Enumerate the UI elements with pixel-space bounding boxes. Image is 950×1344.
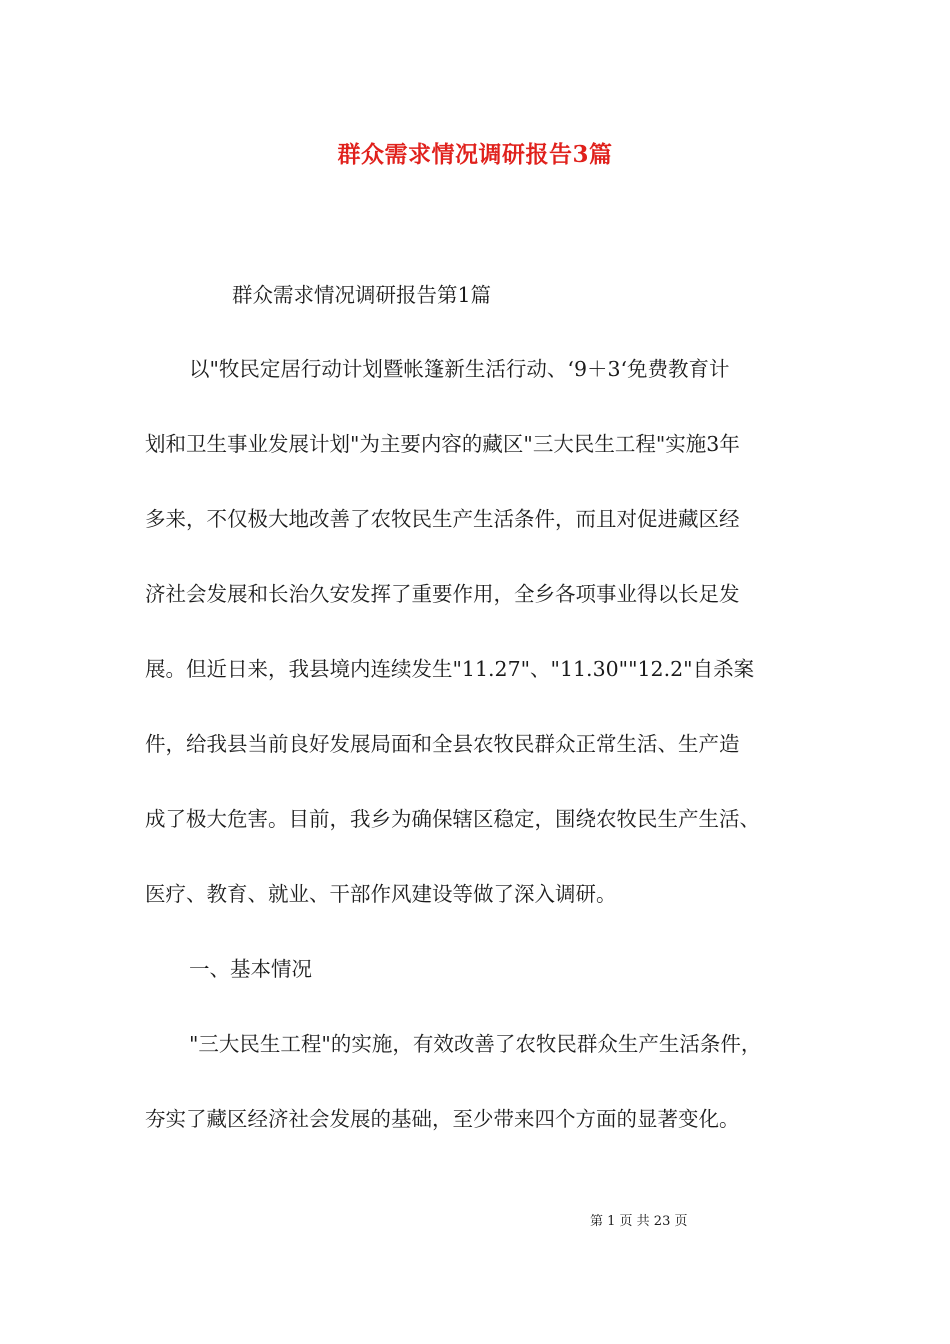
paragraph-1-line-5: 展。但近日来，我县境内连续发生"11.27"、"11.30""12.2"自杀案 (145, 657, 755, 681)
paragraph-1-line-1: 以"牧民定居行动计划暨帐篷新生活行动、‘9＋3‘免费教育计 (189, 357, 730, 381)
document-subtitle: 群众需求情况调研报告第1篇 (232, 283, 492, 307)
paragraph-1-line-3: 多来，不仅极大地改善了农牧民生产生活条件，而且对促进藏区经 (145, 507, 740, 531)
paragraph-1-line-8: 医疗、教育、就业、干部作风建设等做了深入调研。 (145, 882, 617, 906)
document-title: 群众需求情况调研报告3篇 (337, 141, 613, 168)
paragraph-1-line-2: 划和卫生事业发展计划"为主要内容的藏区"三大民生工程"实施3年 (145, 432, 740, 456)
paragraph-2-line-2: 夯实了藏区经济社会发展的基础，至少带来四个方面的显著变化。 (145, 1107, 740, 1131)
paragraph-1-line-6: 件，给我县当前良好发展局面和全县农牧民群众正常生活、生产造 (145, 732, 740, 756)
page-number: 第 1 页 共 23 页 (590, 1214, 688, 1229)
paragraph-1-line-7: 成了极大危害。目前，我乡为确保辖区稳定，围绕农牧民生产生活、 (145, 807, 760, 831)
paragraph-2-line-1: "三大民生工程"的实施，有效改善了农牧民群众生产生活条件， (189, 1032, 762, 1056)
section-heading: 一、基本情况 (189, 957, 312, 981)
paragraph-1-line-4: 济社会发展和长治久安发挥了重要作用，全乡各项事业得以长足发 (145, 582, 740, 606)
